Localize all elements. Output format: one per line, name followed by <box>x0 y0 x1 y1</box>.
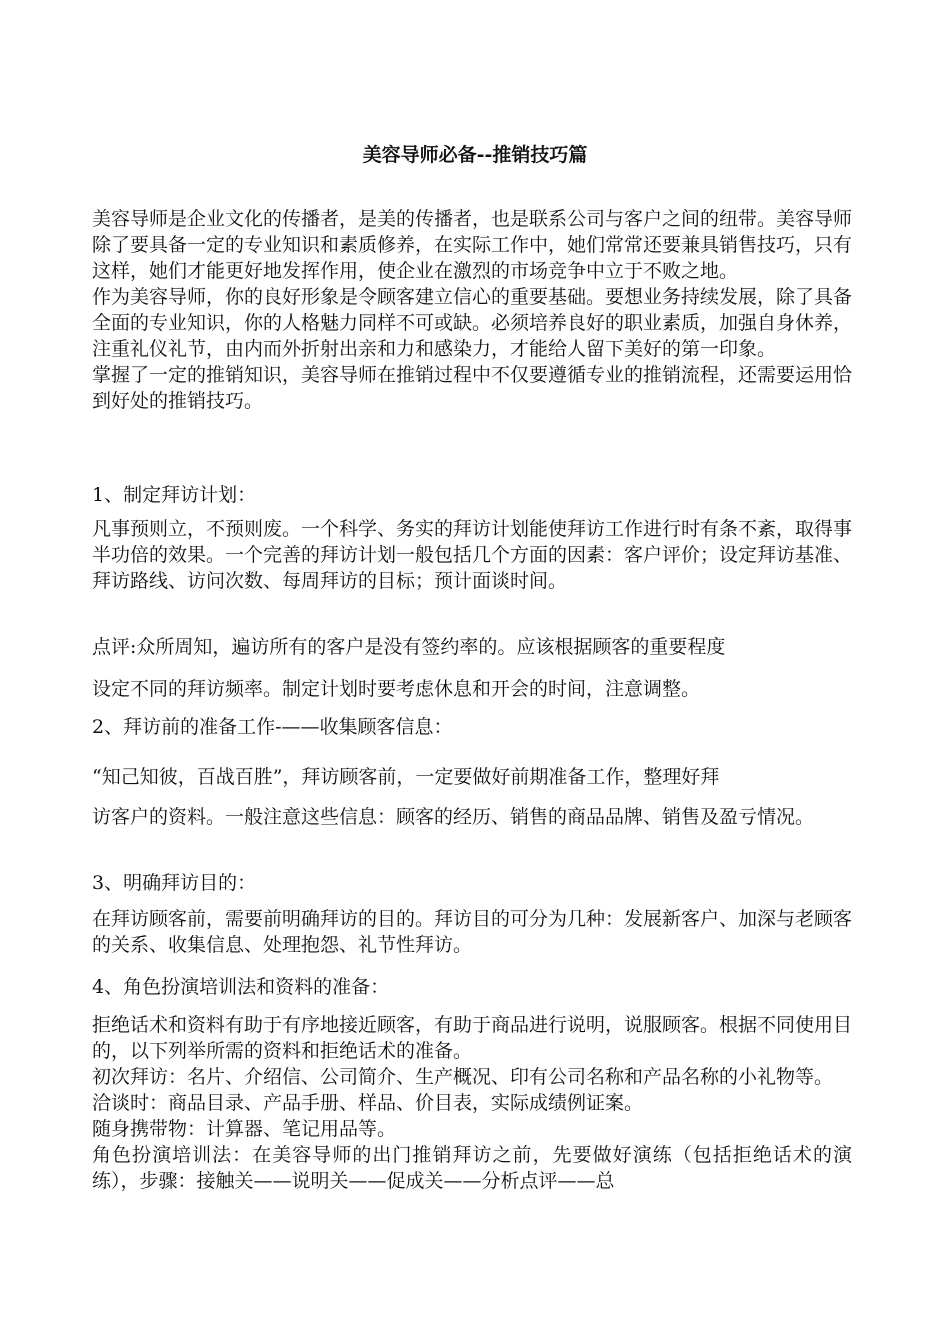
section-2-heading: 2、拜访前的准备工作-——收集顾客信息： <box>92 716 453 738</box>
section-1-comment-line-2: 设定不同的拜访频率。制定计划时要考虑休息和开会的时间，注意调整。 <box>92 678 701 700</box>
intro-paragraph-2: 作为美容导师，你的良好形象是令顾客建立信心的重要基础。要想业务持续发展，除了具备全面的专业知识，你的人格魅力同样不可或缺。必须培养良好的职业素质，加强自身休养，注重礼仪礼节，由内而外折射出亲和力和感染力，才能给人留下美好的第一印象。 <box>92 286 853 360</box>
section-2-line-2: 访客户的资料。一般注意这些信息：顾客的经历、销售的商品品牌、销售及盈亏情况。 <box>92 806 815 828</box>
section-1-comment-line-1: 点评:众所周知，遍访所有的客户是没有签约率的。应该根据顾客的重要程度 <box>92 636 726 658</box>
section-4-paragraph-1: 拒绝话术和资料有助于有序地接近顾客，有助于商品进行说明，说服顾客。根据不同使用目的，以下列举所需的资料和拒绝话术的准备。 <box>92 1014 853 1062</box>
section-2-line-1: “知己知彼，百战百胜”，拜访顾客前，一定要做好前期准备工作，整理好拜 <box>92 766 720 788</box>
section-3-heading: 3、明确拜访目的： <box>92 872 257 894</box>
section-4-paragraph-3: 洽谈时：商品目录、产品手册、样品、价目表，实际成绩例证案。 <box>92 1092 644 1114</box>
section-4-paragraph-2: 初次拜访：名片、介绍信、公司简介、生产概况、印有公司名称和产品名称的小礼物等。 <box>92 1066 834 1088</box>
intro-section <box>92 206 852 414</box>
intro-paragraph-3: 掌握了一定的推销知识，美容导师在推销过程中不仅要遵循专业的推销流程，还需要运用恰到好处的推销技巧。 <box>92 364 853 412</box>
section-4-heading: 4、角色扮演培训法和资料的准备： <box>92 976 390 998</box>
section-1-body: 凡事预则立，不预则废。一个科学、务实的拜访计划能使拜访工作进行时有条不紊，取得事半功倍的效果。一个完善的拜访计划一般包括几个方面的因素：客户评价；设定拜访基准、拜访路线、访问次数、每周拜访的目标；预计面谈时间。 <box>92 518 853 592</box>
section-4-paragraph-4: 随身携带物：计算器、笔记用品等。 <box>92 1118 397 1140</box>
section-4-body <box>92 1012 852 1194</box>
section-3-body: 在拜访顾客前，需要前明确拜访的目的。拜访目的可分为几种：发展新客户、加深与老顾客的关系、收集信息、处理抱怨、礼节性拜访。 <box>92 908 853 956</box>
intro-paragraph-1: 美容导师是企业文化的传播者，是美的传播者，也是联系公司与客户之间的纽带。美容导师除了要具备一定的专业知识和素质修养，在实际工作中，她们常常还要兼具销售技巧，只有这样，她们才能更好地发挥作用，使企业在激烈的市场竞争中立于不败之地。 <box>92 208 853 282</box>
page-title: 美容导师必备--推销技巧篇 <box>362 144 588 166</box>
section-4-paragraph-5: 角色扮演培训法：在美容导师的出门推销拜访之前，先要做好演练（包括拒绝话术的演练），步骤：接触关——说明关——促成关——分析点评——总 <box>92 1144 852 1192</box>
section-1-heading: 1、制定拜访计划： <box>92 484 257 506</box>
